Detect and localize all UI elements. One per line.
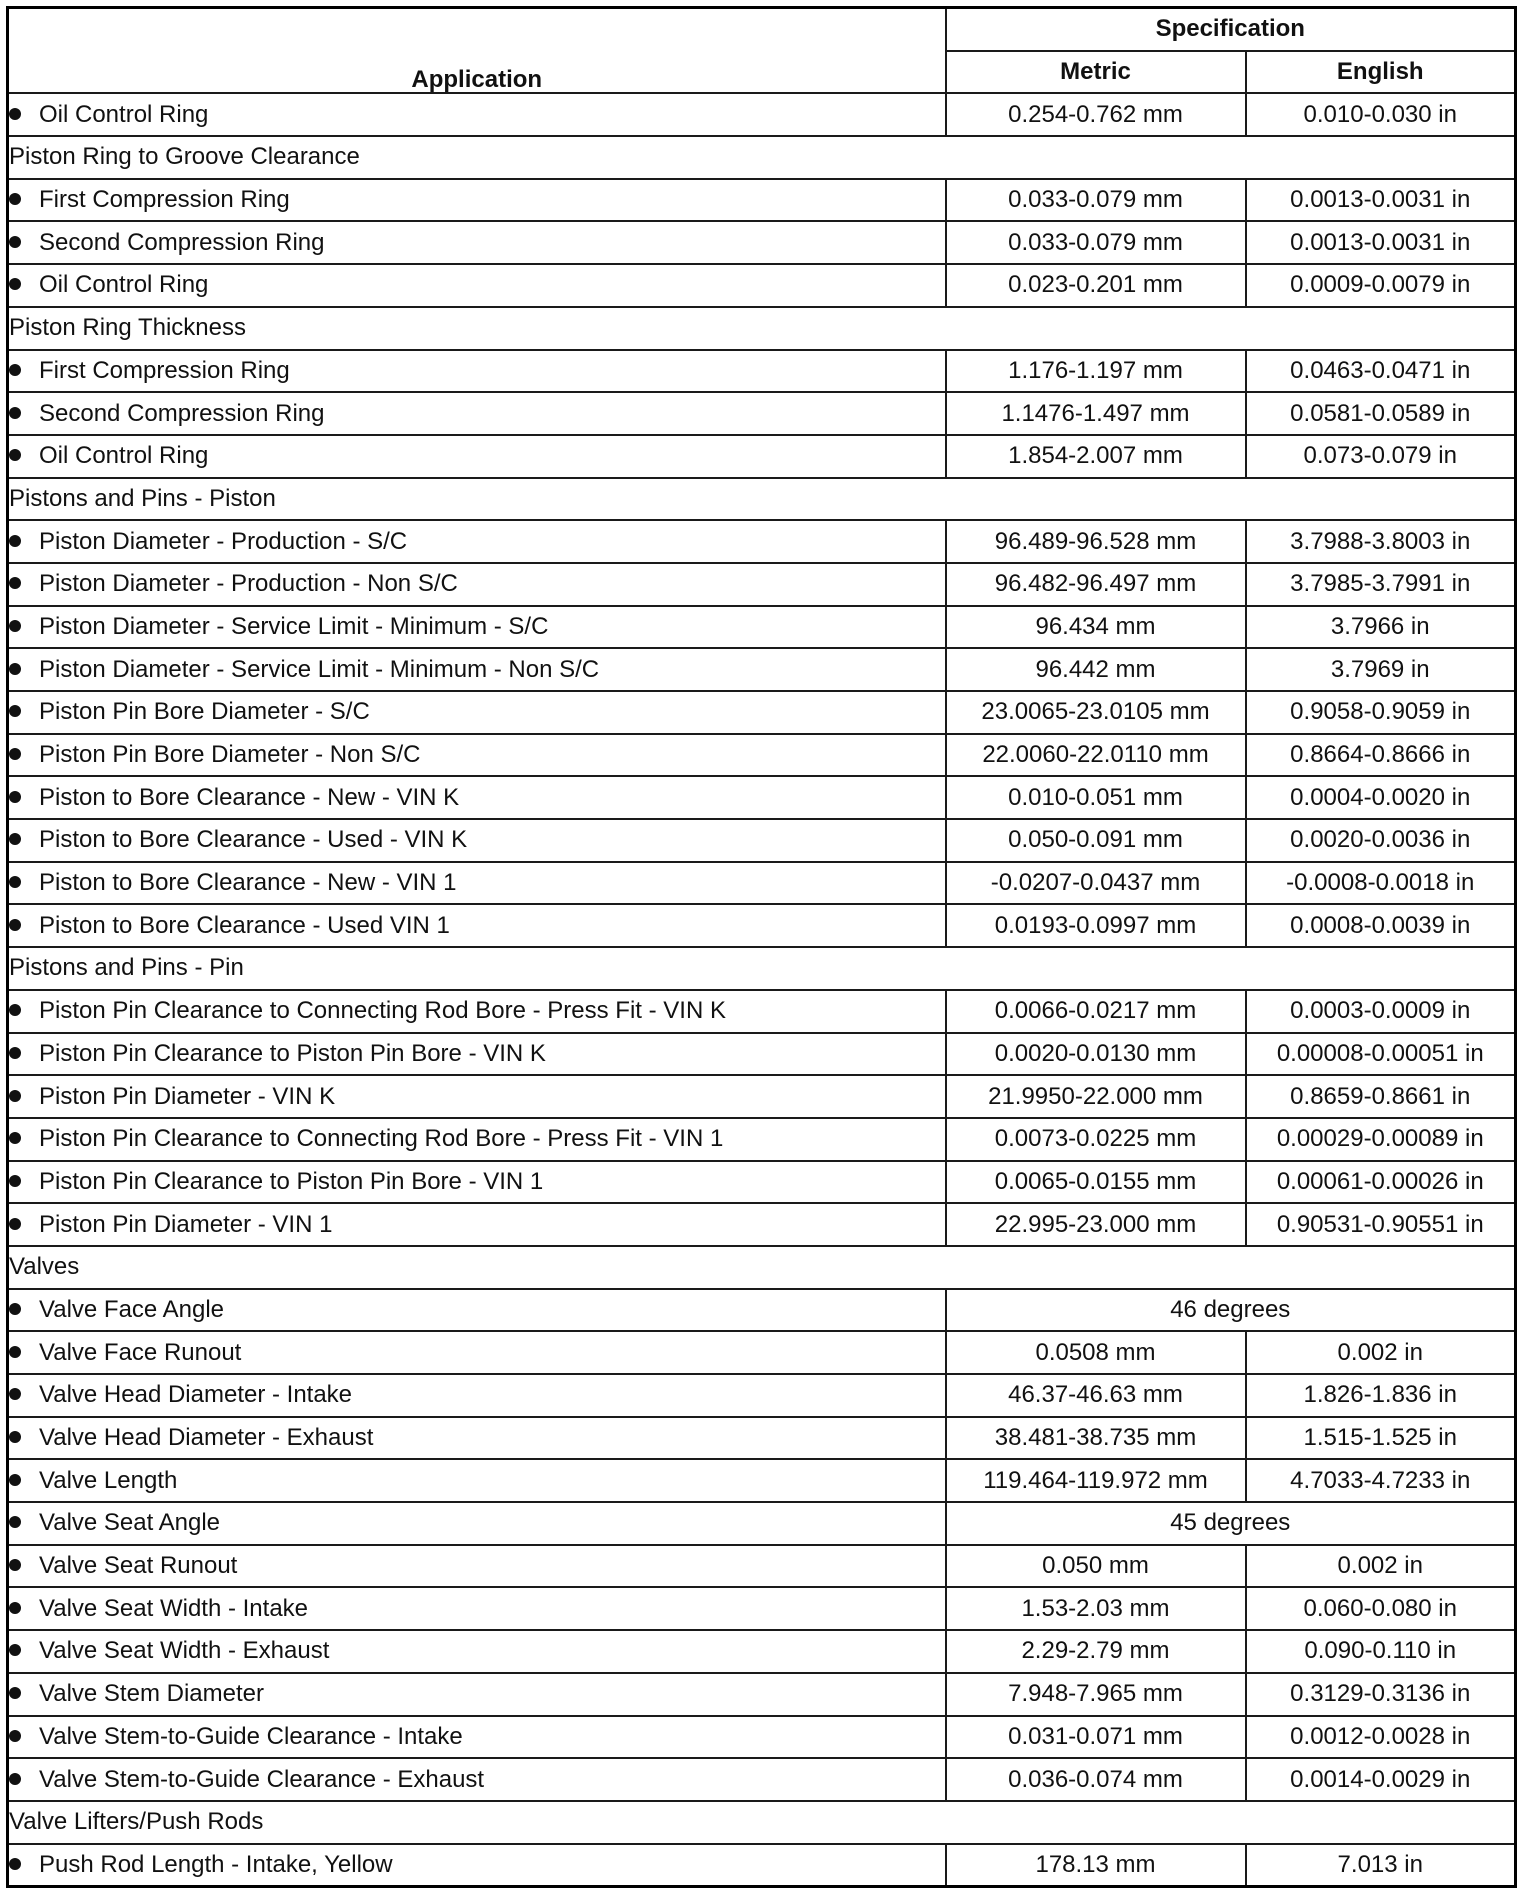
bullet-icon — [9, 535, 21, 547]
bullet-icon — [9, 1431, 21, 1443]
application-label: Valve Face Runout — [39, 1338, 242, 1366]
application-label: Piston to Bore Clearance - New - VIN K — [39, 783, 460, 811]
metric-value: 96.482-96.497 mm — [946, 563, 1246, 606]
table-row — [8, 350, 1516, 393]
bullet-icon — [9, 278, 21, 290]
section-heading: Valve Lifters/Push Rods — [8, 1801, 1516, 1844]
table-row — [8, 435, 1516, 478]
application-cell — [8, 1758, 946, 1801]
application-label: Piston Pin Clearance to Piston Pin Bore - VIN K — [39, 1039, 546, 1067]
table-row — [8, 1033, 1516, 1076]
bullet-icon — [9, 1858, 21, 1870]
bullet-icon — [9, 407, 21, 419]
application-cell — [8, 179, 946, 222]
application-label: Valve Stem-to-Guide Clearance - Exhaust — [39, 1765, 485, 1793]
english-value: 4.7033-4.7233 in — [1246, 1459, 1516, 1502]
table-row — [8, 392, 1516, 435]
application-cell — [8, 691, 946, 734]
section-heading: Piston Ring Thickness — [8, 307, 1516, 350]
application-label: First Compression Ring — [39, 186, 290, 214]
application-cell — [8, 1331, 946, 1374]
table-row — [8, 819, 1516, 862]
english-value: 0.090-0.110 in — [1246, 1630, 1516, 1673]
table-row — [8, 1716, 1516, 1759]
table-row — [8, 1630, 1516, 1673]
table-row — [8, 1587, 1516, 1630]
bullet-icon — [9, 833, 21, 845]
metric-value: 1.1476-1.497 mm — [946, 392, 1246, 435]
metric-value: 0.036-0.074 mm — [946, 1758, 1246, 1801]
section-row — [8, 1246, 1516, 1289]
metric-value: 0.0073-0.0225 mm — [946, 1118, 1246, 1161]
section-row — [8, 478, 1516, 521]
metric-value: 1.854-2.007 mm — [946, 435, 1246, 478]
bullet-icon — [9, 663, 21, 675]
table-row — [8, 1545, 1516, 1588]
metric-value: 21.9950-22.000 mm — [946, 1075, 1246, 1118]
english-value: 0.010-0.030 in — [1246, 93, 1516, 136]
application-label: Oil Control Ring — [39, 271, 209, 299]
table-row — [8, 520, 1516, 563]
english-value: 0.00029-0.00089 in — [1246, 1118, 1516, 1161]
bullet-icon — [9, 705, 21, 717]
bullet-icon — [9, 620, 21, 632]
application-label: Valve Head Diameter - Exhaust — [39, 1424, 374, 1452]
bullet-icon — [9, 748, 21, 760]
application-cell — [8, 350, 946, 393]
application-label: Piston Pin Bore Diameter - S/C — [39, 698, 370, 726]
specification-value: 45 degrees — [946, 1502, 1516, 1545]
bullet-icon — [9, 1687, 21, 1699]
metric-value: 119.464-119.972 mm — [946, 1459, 1246, 1502]
english-value: 0.00061-0.00026 in — [1246, 1161, 1516, 1204]
application-cell — [8, 648, 946, 691]
metric-value: 1.53-2.03 mm — [946, 1587, 1246, 1630]
section-heading: Valves — [8, 1246, 1516, 1289]
application-cell — [8, 606, 946, 649]
application-label: Piston Diameter - Production - S/C — [39, 527, 408, 555]
application-cell — [8, 264, 946, 307]
specification-value: 46 degrees — [946, 1289, 1516, 1332]
table-row — [8, 990, 1516, 1033]
application-cell — [8, 1630, 946, 1673]
english-value: 3.7969 in — [1246, 648, 1516, 691]
application-label: Valve Stem-to-Guide Clearance - Intake — [39, 1722, 463, 1750]
table-row — [8, 1758, 1516, 1801]
application-cell — [8, 1459, 946, 1502]
application-label: Push Rod Length - Intake, Yellow — [39, 1850, 393, 1878]
application-cell — [8, 904, 946, 947]
english-value: 0.0013-0.0031 in — [1246, 179, 1516, 222]
metric-value: 1.176-1.197 mm — [946, 350, 1246, 393]
english-value: 0.0014-0.0029 in — [1246, 1758, 1516, 1801]
application-cell — [8, 862, 946, 905]
english-value: 0.8659-0.8661 in — [1246, 1075, 1516, 1118]
application-cell — [8, 1417, 946, 1460]
application-cell — [8, 563, 946, 606]
english-value: 0.0012-0.0028 in — [1246, 1716, 1516, 1759]
table-row — [8, 862, 1516, 905]
application-cell — [8, 1161, 946, 1204]
metric-value: 7.948-7.965 mm — [946, 1673, 1246, 1716]
application-label: Piston Pin Clearance to Piston Pin Bore - VIN 1 — [39, 1167, 544, 1195]
section-row — [8, 1801, 1516, 1844]
english-value: 3.7966 in — [1246, 606, 1516, 649]
bullet-icon — [9, 919, 21, 931]
bullet-icon — [9, 1516, 21, 1528]
bullet-icon — [9, 1004, 21, 1016]
application-label: Second Compression Ring — [39, 228, 325, 256]
application-label: First Compression Ring — [39, 356, 290, 384]
table-row — [8, 1374, 1516, 1417]
bullet-icon — [9, 1175, 21, 1187]
table-header — [8, 8, 1516, 94]
table-row — [8, 1459, 1516, 1502]
section-row — [8, 307, 1516, 350]
bullet-icon — [9, 1047, 21, 1059]
bullet-icon — [9, 236, 21, 248]
bullet-icon — [9, 449, 21, 461]
bullet-icon — [9, 1559, 21, 1571]
english-value: 0.002 in — [1246, 1545, 1516, 1588]
application-cell — [8, 1545, 946, 1588]
application-cell — [8, 819, 946, 862]
table-row — [8, 1673, 1516, 1716]
bullet-icon — [9, 876, 21, 888]
application-cell — [8, 1673, 946, 1716]
table-row — [8, 563, 1516, 606]
metric-value: 0.0066-0.0217 mm — [946, 990, 1246, 1033]
english-value: 0.90531-0.90551 in — [1246, 1203, 1516, 1246]
metric-value: 22.0060-22.0110 mm — [946, 734, 1246, 777]
english-value: 0.060-0.080 in — [1246, 1587, 1516, 1630]
english-value: 0.0020-0.0036 in — [1246, 819, 1516, 862]
application-cell — [8, 1716, 946, 1759]
english-value: 0.0004-0.0020 in — [1246, 776, 1516, 819]
application-cell — [8, 990, 946, 1033]
table-row — [8, 1118, 1516, 1161]
bullet-icon — [9, 1346, 21, 1358]
english-value: 0.00008-0.00051 in — [1246, 1033, 1516, 1076]
bullet-icon — [9, 364, 21, 376]
table-row — [8, 1203, 1516, 1246]
metric-value: 96.442 mm — [946, 648, 1246, 691]
application-cell — [8, 435, 946, 478]
bullet-icon — [9, 1602, 21, 1614]
bullet-icon — [9, 1644, 21, 1656]
application-cell — [8, 1075, 946, 1118]
application-cell — [8, 93, 946, 136]
metric-value: 23.0065-23.0105 mm — [946, 691, 1246, 734]
application-cell — [8, 1587, 946, 1630]
application-cell — [8, 392, 946, 435]
application-label: Valve Stem Diameter — [39, 1680, 264, 1708]
metric-value: 0.023-0.201 mm — [946, 264, 1246, 307]
english-value: 1.826-1.836 in — [1246, 1374, 1516, 1417]
english-value: 0.0003-0.0009 in — [1246, 990, 1516, 1033]
application-label: Piston to Bore Clearance - Used VIN 1 — [39, 911, 450, 939]
bullet-icon — [9, 791, 21, 803]
metric-value: 0.050 mm — [946, 1545, 1246, 1588]
english-value: 0.8664-0.8666 in — [1246, 734, 1516, 777]
metric-value: 38.481-38.735 mm — [946, 1417, 1246, 1460]
bullet-icon — [9, 1388, 21, 1400]
application-label: Piston Diameter - Service Limit - Minimum - S/C — [39, 612, 549, 640]
application-label: Oil Control Ring — [39, 442, 209, 470]
application-label: Valve Seat Runout — [39, 1552, 238, 1580]
table-row — [8, 776, 1516, 819]
application-label: Valve Seat Angle — [39, 1509, 221, 1537]
english-value: -0.0008-0.0018 in — [1246, 862, 1516, 905]
english-value: 0.0013-0.0031 in — [1246, 221, 1516, 264]
table-row — [8, 648, 1516, 691]
application-label: Piston Pin Clearance to Connecting Rod Bore - Press Fit - VIN K — [39, 997, 726, 1025]
bullet-icon — [9, 1090, 21, 1102]
table-row — [8, 1331, 1516, 1374]
application-label: Piston Pin Clearance to Connecting Rod Bore - Press Fit - VIN 1 — [39, 1125, 724, 1153]
metric-value: 0.033-0.079 mm — [946, 221, 1246, 264]
application-cell — [8, 1289, 946, 1332]
table-row — [8, 264, 1516, 307]
section-row — [8, 947, 1516, 990]
application-label: Piston Diameter - Service Limit - Minimum - Non S/C — [39, 655, 600, 683]
application-label: Valve Head Diameter - Intake — [39, 1381, 353, 1409]
table-row — [8, 1075, 1516, 1118]
english-value: 0.3129-0.3136 in — [1246, 1673, 1516, 1716]
metric-value: 0.0193-0.0997 mm — [946, 904, 1246, 947]
metric-value: 0.033-0.079 mm — [946, 179, 1246, 222]
metric-value: -0.0207-0.0437 mm — [946, 862, 1246, 905]
application-cell — [8, 1502, 946, 1545]
application-header: Application — [8, 8, 946, 94]
table-row — [8, 179, 1516, 222]
bullet-icon — [9, 1303, 21, 1315]
section-heading: Pistons and Pins - Pin — [8, 947, 1516, 990]
application-cell — [8, 1118, 946, 1161]
english-value: 7.013 in — [1246, 1844, 1516, 1887]
application-cell — [8, 1844, 946, 1887]
metric-value: 46.37-46.63 mm — [946, 1374, 1246, 1417]
english-value: 0.0581-0.0589 in — [1246, 392, 1516, 435]
bullet-icon — [9, 193, 21, 205]
bullet-icon — [9, 1474, 21, 1486]
application-label: Oil Control Ring — [39, 100, 209, 128]
application-cell — [8, 1203, 946, 1246]
bullet-icon — [9, 577, 21, 589]
metric-value: 2.29-2.79 mm — [946, 1630, 1246, 1673]
application-label: Piston Diameter - Production - Non S/C — [39, 570, 458, 598]
application-label: Valve Seat Width - Intake — [39, 1594, 309, 1622]
application-label: Piston Pin Bore Diameter - Non S/C — [39, 741, 421, 769]
metric-header: Metric — [946, 51, 1246, 94]
table-row — [8, 606, 1516, 649]
english-header: English — [1246, 51, 1516, 94]
metric-value: 0.050-0.091 mm — [946, 819, 1246, 862]
application-cell — [8, 734, 946, 777]
application-cell — [8, 221, 946, 264]
table-row — [8, 1417, 1516, 1460]
metric-value: 96.434 mm — [946, 606, 1246, 649]
metric-value: 0.0020-0.0130 mm — [946, 1033, 1246, 1076]
table-body — [8, 93, 1516, 1886]
table-row — [8, 1289, 1516, 1332]
table-row — [8, 221, 1516, 264]
bullet-icon — [9, 1730, 21, 1742]
application-label: Second Compression Ring — [39, 399, 325, 427]
metric-value: 0.0508 mm — [946, 1331, 1246, 1374]
application-cell — [8, 520, 946, 563]
application-label: Valve Face Angle — [39, 1295, 225, 1323]
section-heading: Pistons and Pins - Piston — [8, 478, 1516, 521]
application-label: Valve Length — [39, 1466, 178, 1494]
english-value: 0.073-0.079 in — [1246, 435, 1516, 478]
section-row — [8, 136, 1516, 179]
english-value: 1.515-1.525 in — [1246, 1417, 1516, 1460]
application-label: Piston to Bore Clearance - New - VIN 1 — [39, 869, 457, 897]
specification-header: Specification — [946, 8, 1516, 51]
application-label: Piston Pin Diameter - VIN K — [39, 1082, 336, 1110]
metric-value: 96.489-96.528 mm — [946, 520, 1246, 563]
metric-value: 22.995-23.000 mm — [946, 1203, 1246, 1246]
metric-value: 178.13 mm — [946, 1844, 1246, 1887]
table-row — [8, 734, 1516, 777]
table-row — [8, 1161, 1516, 1204]
table-row — [8, 1844, 1516, 1887]
application-label: Piston Pin Diameter - VIN 1 — [39, 1210, 333, 1238]
application-label: Valve Seat Width - Exhaust — [39, 1637, 330, 1665]
bullet-icon — [9, 108, 21, 120]
english-value: 3.7988-3.8003 in — [1246, 520, 1516, 563]
table-row — [8, 904, 1516, 947]
application-cell — [8, 1374, 946, 1417]
specification-table — [6, 6, 1517, 1888]
table-row — [8, 691, 1516, 734]
metric-value: 0.031-0.071 mm — [946, 1716, 1246, 1759]
metric-value: 0.0065-0.0155 mm — [946, 1161, 1246, 1204]
table-row — [8, 1502, 1516, 1545]
application-cell — [8, 776, 946, 819]
bullet-icon — [9, 1132, 21, 1144]
metric-value: 0.254-0.762 mm — [946, 93, 1246, 136]
section-heading: Piston Ring to Groove Clearance — [8, 136, 1516, 179]
application-cell — [8, 1033, 946, 1076]
table-row — [8, 93, 1516, 136]
english-value: 0.0008-0.0039 in — [1246, 904, 1516, 947]
english-value: 3.7985-3.7991 in — [1246, 563, 1516, 606]
english-value: 0.002 in — [1246, 1331, 1516, 1374]
metric-value: 0.010-0.051 mm — [946, 776, 1246, 819]
bullet-icon — [9, 1218, 21, 1230]
bullet-icon — [9, 1773, 21, 1785]
english-value: 0.9058-0.9059 in — [1246, 691, 1516, 734]
english-value: 0.0009-0.0079 in — [1246, 264, 1516, 307]
application-label: Piston to Bore Clearance - Used - VIN K — [39, 826, 468, 854]
english-value: 0.0463-0.0471 in — [1246, 350, 1516, 393]
